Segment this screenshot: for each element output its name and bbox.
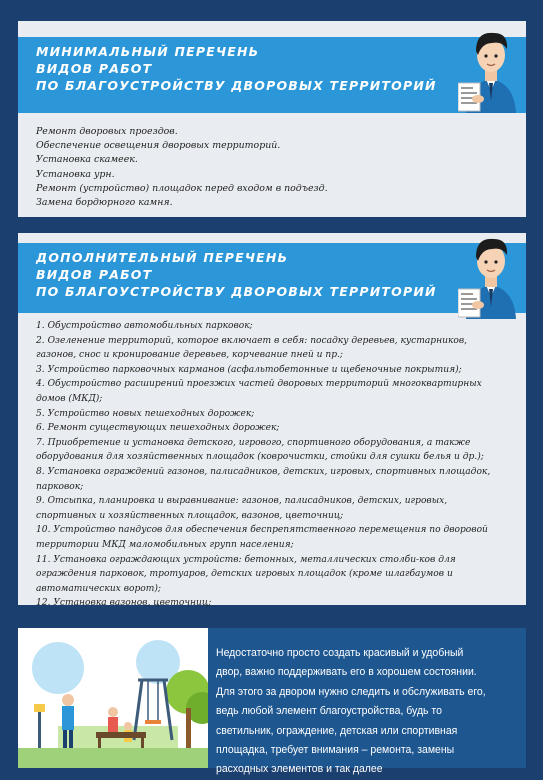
list-item: Ремонт дворовых проездов. xyxy=(36,126,178,137)
list-item: 8. Установка ограждений газонов, палисадников, детских, игровых, спортивных площадок, парковок; xyxy=(36,466,491,492)
list-item: 9. Отсыпка, планировка и выравнивание: газонов, палисадников, детских, игровых, спортивных и хозяйственных площадок, вазонов, цветочниц; xyxy=(36,496,448,521)
minimal-works-list xyxy=(36,125,508,210)
list-item: 7. Приобретение и установка детского, игрового, спортивного оборудования, а также оборудования для хозяйственных площадок (коврочистки, стойки для сушки белья и др.); xyxy=(36,437,484,463)
list-item: Установка скамеек. xyxy=(36,154,138,166)
title-line: ВИДОВ РАБОТ xyxy=(36,61,153,76)
minimal-works-card xyxy=(18,21,526,217)
list-item: 10. Устройство пандусов для обеспечения беспрепятственного перемещения по дворовой территории МКД маломобильных групп населения; xyxy=(36,525,488,550)
list-item: 3. Устройство парковочных карманов (асфальтобетонные и щебеночные покрытия); xyxy=(36,364,462,375)
courtyard-playground-illustration xyxy=(18,628,208,768)
list-item: 6. Ремонт существующих пешеходных дорожек; xyxy=(36,423,280,434)
list-item: 12. Установка вазонов, цветочниц; xyxy=(36,598,212,609)
list-item: 1. Обустройство автомобильных парковок; xyxy=(36,321,253,331)
maintenance-text: Недостаточно просто создать красивый и удобный двор, важно поддерживать его в хорошем состоянии. Для этого за двором нужно следить и обслуживать его, ведь любой элемент благоустройства, будь то светильник, ограждение, детская или спортивная площадка, требует внимания – ремонта, замены расходных элементов и так далее xyxy=(216,647,486,776)
title-line: ПО БЛАГОУСТРОЙСТВУ ДВОРОВЫХ ТЕРРИТОРИЙ xyxy=(36,78,437,93)
list-item: Замена бордюрного камня. xyxy=(36,197,173,209)
title-line: ВИДОВ РАБОТ xyxy=(36,267,153,282)
man-with-document-icon xyxy=(458,227,524,319)
additional-works-card xyxy=(18,233,526,609)
maintenance-panel xyxy=(18,628,526,776)
list-item: Установка урн. xyxy=(36,168,115,180)
list-item: 2. Озеленение территорий, которое включает в себя: посадку деревьев, кустарников, газонов, снос и кронирование деревьев, корчевание пней и пр.; xyxy=(36,335,468,361)
title-line: ПО БЛАГОУСТРОЙСТВУ ДВОРОВЫХ ТЕРРИТОРИЙ xyxy=(36,284,437,299)
list-item: Обеспечение освещения дворовых территорий. xyxy=(36,140,281,152)
title-line: МИНИМАЛЬНЫЙ ПЕРЕЧЕНЬ xyxy=(36,44,260,59)
list-item: 4. Обустройство расширений проезжих частей дворовых территорий многоквартирных домов (МКД); xyxy=(36,379,482,404)
title-line: ДОПОЛНИТЕЛЬНЫЙ ПЕРЕЧЕНЬ xyxy=(36,250,289,265)
list-item: 11. Установка ограждающих устройств: бетонных, металлических столби-ков для ограждения парковок, тротуаров, детских игровых площадок (кроме шлагбаумов и автоматических ворот); xyxy=(36,554,456,594)
list-item: 5. Устройство новых пешеходных дорожек; xyxy=(36,408,255,419)
list-item: Ремонт (устройство) площадок перед входом в подъезд. xyxy=(36,182,328,194)
minimal-works-title xyxy=(36,43,437,94)
minimal-works-banner xyxy=(18,37,526,113)
additional-works-banner xyxy=(18,243,526,313)
man-with-document-icon xyxy=(458,21,524,113)
additional-works-title xyxy=(36,249,437,300)
additional-works-list xyxy=(36,319,508,611)
